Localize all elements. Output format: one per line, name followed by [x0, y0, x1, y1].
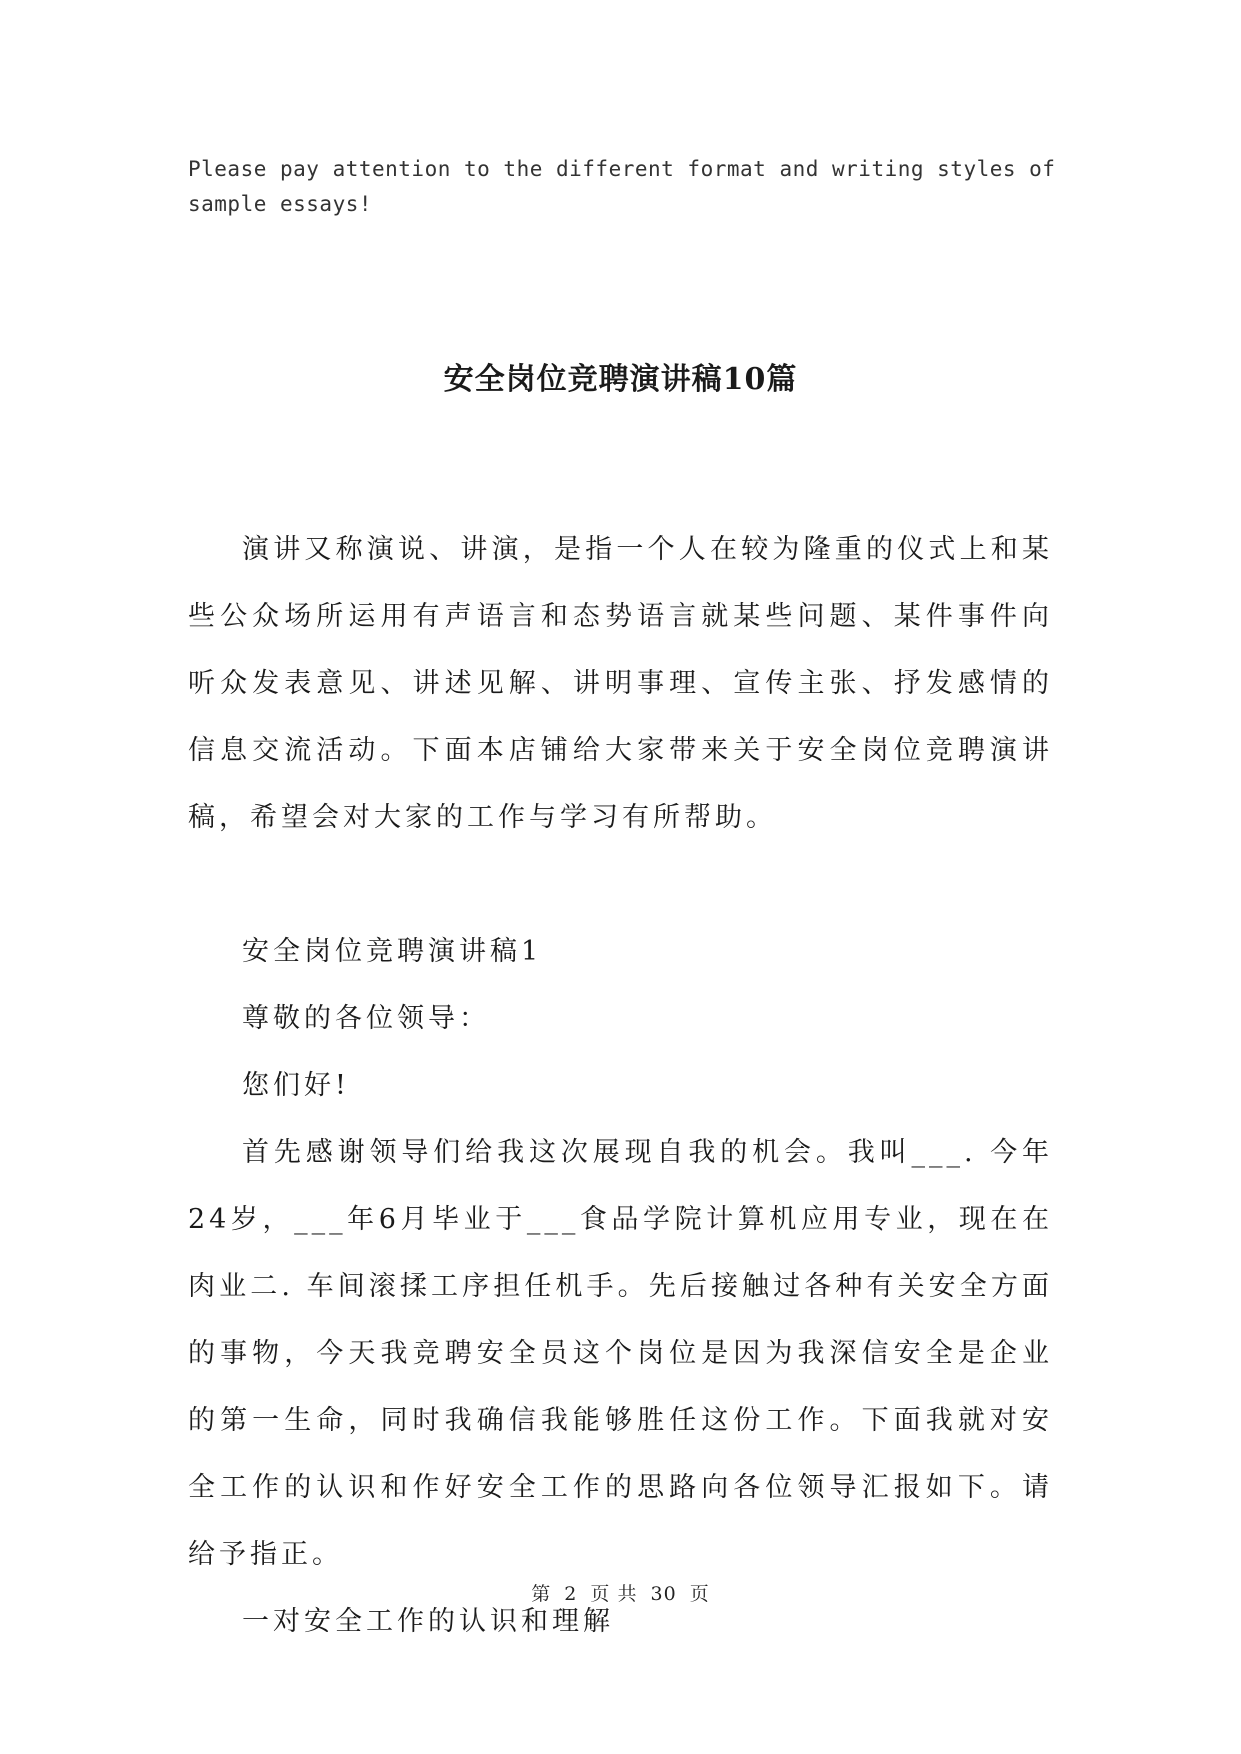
document-title: 安全岗位竞聘演讲稿10篇	[443, 362, 798, 397]
footer-prefix: 第	[531, 1583, 552, 1605]
format-notice: Please pay attention to the different format and writing styles of sample essays!	[188, 157, 1056, 216]
salutation: 尊敬的各位领导：	[242, 1003, 490, 1034]
footer-suffix: 页	[689, 1583, 710, 1605]
footer-middle: 页 共	[590, 1583, 638, 1605]
footer-page-number: 2	[564, 1583, 578, 1605]
page-footer	[0, 1579, 1241, 1606]
intro-paragraph: 演讲又称演说、讲演，是指一个人在较为隆重的仪式上和某些公众场所运用有声语言和态势语言就某些问题、某件事件向听众发表意见、讲述见解、讲明事理、宣传主张、抒发感情的信息交流活动。下面本店铺给大家带来关于安全岗位竞聘演讲稿，希望会对大家的工作与学习有所帮助。	[188, 534, 1053, 833]
greeting: 您们好!	[242, 1070, 350, 1101]
footer-total-pages: 30	[650, 1583, 677, 1605]
section-title: 安全岗位竞聘演讲稿1	[242, 936, 543, 967]
body-paragraph: 首先感谢领导们给我这次展现自我的机会。我叫___. 今年24岁，___年6月毕业于___食品学院计算机应用专业，现在在肉业二. 车间滚揉工序担任机手。先后接触过各种有关安全方面的事物，今天我竞聘安全员这个岗位是因为我深信安全是企业的第一生命，同时我确信我能够胜任这份工作。下面我就对安全工作的认识和作好安全工作的思路向各位领导汇报如下。请给予指正。	[188, 1137, 1053, 1570]
subheading: 一对安全工作的认识和理解	[242, 1606, 614, 1637]
document-body	[188, 516, 1053, 1655]
